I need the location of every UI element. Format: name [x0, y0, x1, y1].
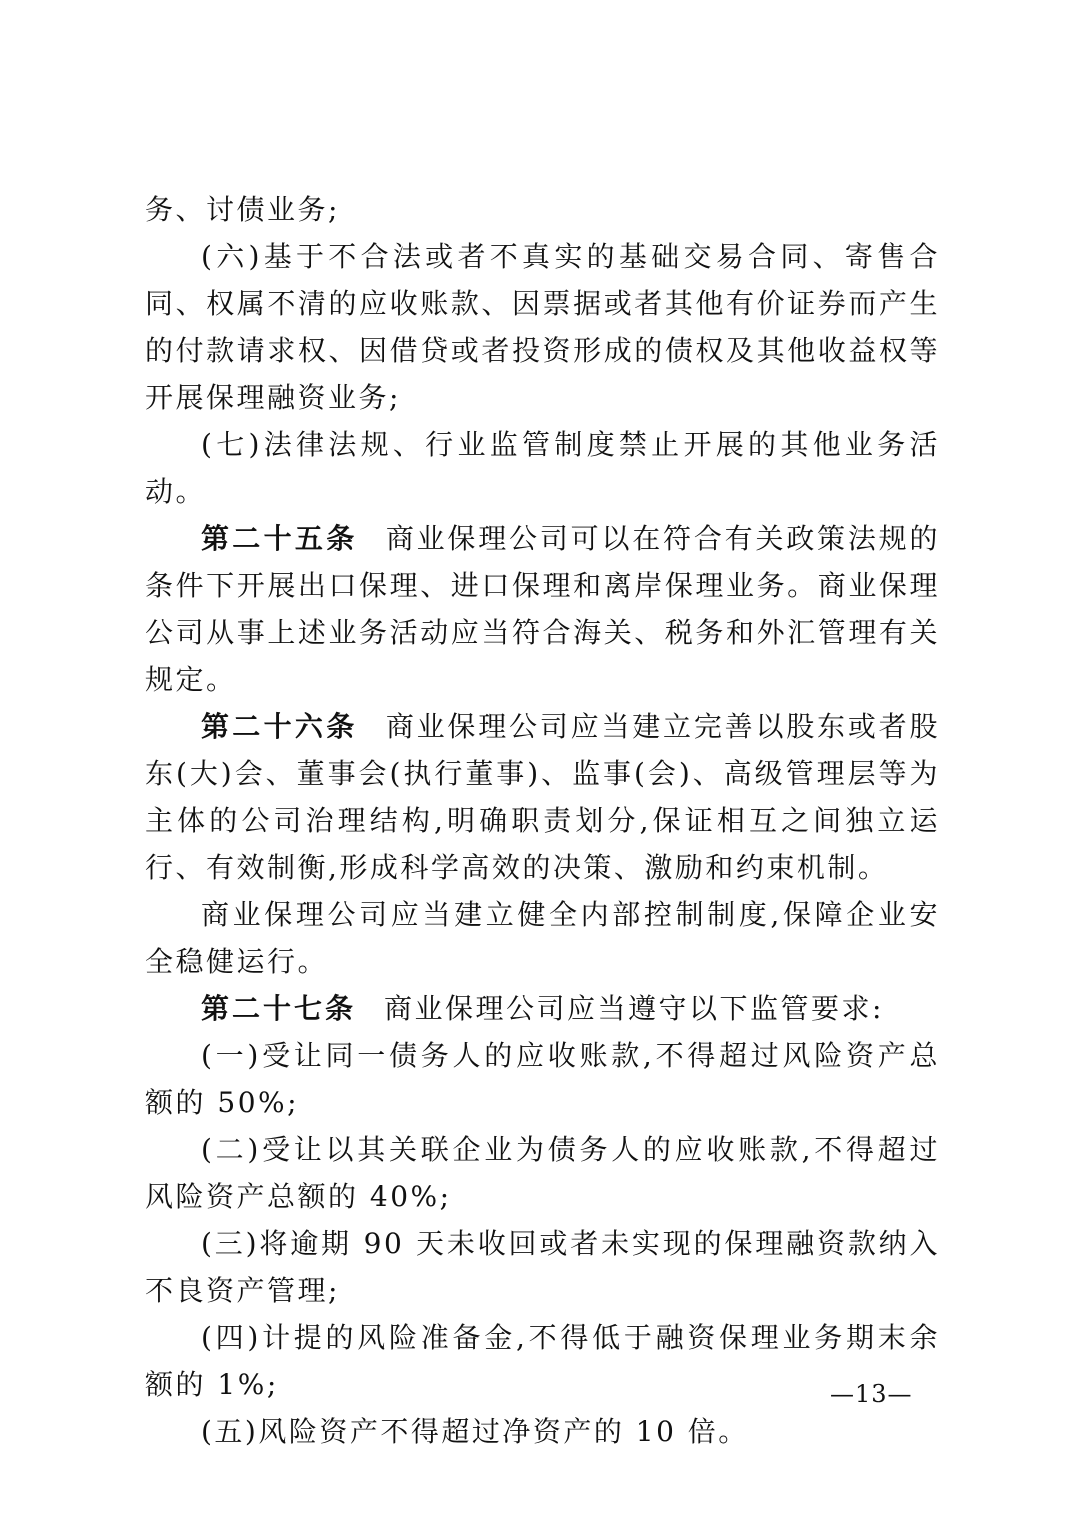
article-heading: 第二十六条	[201, 710, 358, 743]
paragraph-text: 务、讨债业务;	[145, 193, 340, 226]
paragraph-item-3	[145, 1220, 940, 1314]
paragraph-text: (六)基于不合法或者不真实的基础交易合同、寄售合同、权属不清的应收账款、因票据或者其他有价证券而产生的付款请求权、因借贷或者投资形成的债权及其他收益权等开展保理融资业务;	[145, 240, 940, 414]
article-26	[145, 703, 940, 891]
paragraph-text: (一)受让同一债务人的应收账款,不得超过风险资产总额的 50%;	[145, 1039, 940, 1119]
article-heading: 第二十七条	[201, 992, 357, 1025]
paragraph-continuation	[145, 186, 940, 233]
paragraph-text: (二)受让以其关联企业为债务人的应收账款,不得超过风险资产总额的 40%;	[145, 1133, 940, 1213]
article-25	[145, 515, 940, 703]
paragraph-item-4	[145, 1314, 940, 1408]
paragraph-text: (三)将逾期 90 天未收回或者未实现的保理融资款纳入不良资产管理;	[145, 1227, 940, 1307]
paragraph-text: (五)风险资产不得超过净资产的 10 倍。	[201, 1415, 749, 1448]
paragraph-text: (四)计提的风险准备金,不得低于融资保理业务期末余额的 1%;	[145, 1321, 940, 1401]
paragraph-text: (七)法律法规、行业监管制度禁止开展的其他业务活动。	[145, 428, 940, 508]
article-text: 商业保理公司可以在符合有关政策法规的条件下开展出口保理、进口保理和离岸保理业务。商业保理公司从事上述业务活动应当符合海关、税务和外汇管理有关规定。	[145, 522, 940, 696]
paragraph-item-7	[145, 421, 940, 515]
article-text: 商业保理公司应当遵守以下监管要求:	[384, 992, 884, 1025]
paragraph-text: 商业保理公司应当建立健全内部控制制度,保障企业安全稳健运行。	[145, 898, 940, 978]
page-number: —13—	[830, 1380, 913, 1408]
paragraph-item-5	[145, 1408, 940, 1455]
paragraph-internal-control	[145, 891, 940, 985]
article-text: 商业保理公司应当建立完善以股东或者股东(大)会、董事会(执行董事)、监事(会)、高级管理层等为主体的公司治理结构,明确职责划分,保证相互之间独立运行、有效制衡,形成科学高效的决策、激励和约束机制。	[145, 710, 940, 884]
paragraph-item-1	[145, 1032, 940, 1126]
paragraph-item-2	[145, 1126, 940, 1220]
article-27	[145, 985, 940, 1032]
paragraph-item-6	[145, 233, 940, 421]
article-heading: 第二十五条	[201, 522, 358, 555]
document-body	[145, 186, 940, 1455]
